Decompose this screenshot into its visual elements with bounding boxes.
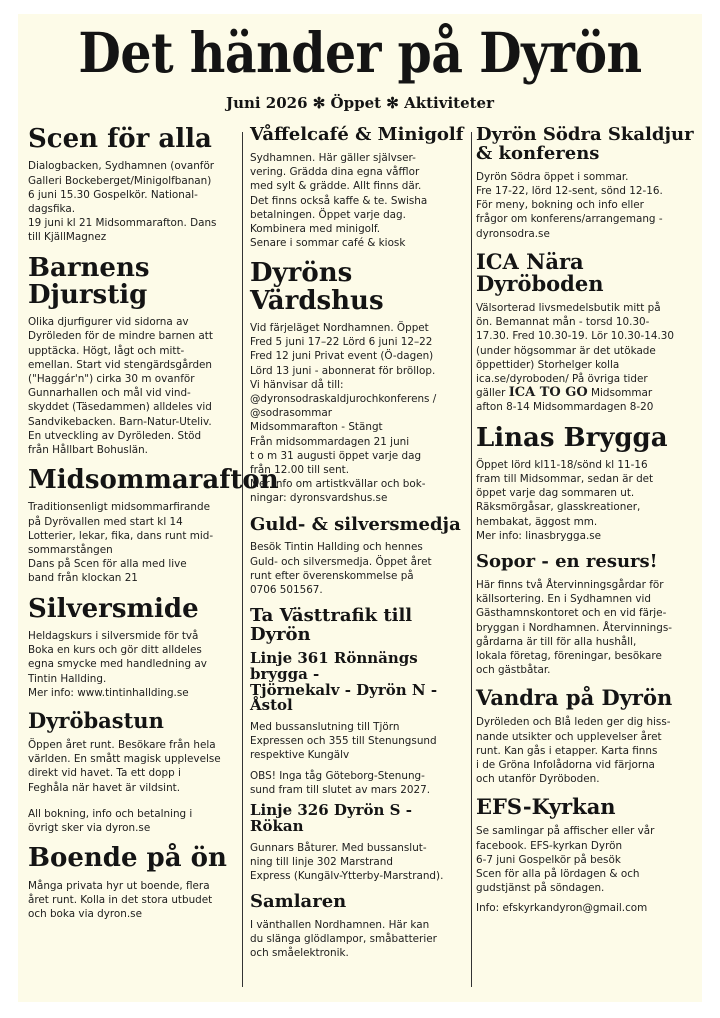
section-djurstig [28, 252, 238, 458]
page-subtitle: Juni 2026 ✻ Öppet ✻ Aktiviteter [225, 94, 495, 112]
section-heading: Scen för alla [28, 124, 212, 154]
column-divider [242, 132, 243, 987]
section-scen [28, 126, 238, 245]
section-heading: Våffelcafé & Minigolf [250, 124, 464, 145]
column-divider [471, 132, 472, 987]
section-text: Här finns två Återvinningsgårdar för källsortering. En i Sydhamnen vid Gästhamnskontoret och en vid färje- bryggan i Nordhamnen. Återvinnings- gårdarna är till för alla hushåll, lokala företag, föreningar, besökare och gästbåtar. [476, 578, 672, 677]
section-heading: Linas Brygga [476, 422, 668, 453]
ica-to-go-line: gäller ICA TO GO Midsommar [476, 385, 653, 401]
column-middle [250, 126, 468, 996]
section-boende [28, 845, 238, 921]
section-text: Besök Tintin Hallding och hennes Guld- och silversmedja. Öppet året runt efter överenskommelse på 0706 501567. [250, 541, 432, 597]
section-text: afton 8-14 Midsommardagen 8-20 [476, 401, 654, 414]
section-text: Vid färjeläget Nordhamnen. Öppet Fred 5 juni 17–22 Lörd 6 juni 12–22 Fred 12 juni Privat event (Ö-dagen) Lörd 13 juni - abonnerat för bröllop. Vi hänvisar då till: @dyronsodraskaldjurochkonferens / @sodrasommar Midsommarafton - Stängt Från midsommardagen 21 juni t o m 31 augusti öppet varje dag från 12.00 till sent. Mer info om artistkvällar och bok- ningar: dyronsvardshus.se [250, 321, 437, 505]
subheading-linje-326: Linje 326 Dyrön S - Rökan [250, 801, 412, 835]
section-bastun [28, 707, 238, 835]
section-heading: Samlaren [250, 891, 347, 913]
section-text: Många privata hyr ut boende, flera året runt. Kolla in det stora utbudet och boka via dyron.se [28, 879, 213, 920]
section-text: Se samlingar på affischer eller vår facebook. EFS-kyrkan Dyrön 6-7 juni Gospelkör på besök Scen för alla på lördagen & och gudstjänst på söndagen. [476, 825, 655, 895]
column-left [28, 124, 279, 996]
section-text: I vänthallen Nordhamnen. Här kan du slänga glödlampor, småbatterier och småelektronik. [250, 919, 437, 960]
section-text: Traditionsenligt midsommarfirande på Dyrövallen med start kl 14 Lotterier, lekar, fika, dans runt mid- sommarstången Dans på Scen för alla med live band från klockan 21 [28, 501, 214, 585]
section-heading: Sopor - en resurs! [476, 551, 658, 573]
section-sopor [476, 553, 696, 677]
section-heading: EFS-Kyrkan [476, 794, 616, 820]
page-title: Det händer på Dyrön [78, 20, 642, 86]
section-vasttrafik [250, 607, 468, 883]
section-vandra [476, 687, 696, 786]
section-heading: Guld- & silversmedja [250, 513, 461, 535]
section-heading: ICA Nära Dyröboden [476, 248, 604, 296]
contact-email: Info: efskyrkandyron@gmail.com [476, 902, 648, 915]
section-text: Sydhamnen. Här gäller självser- vering. Grädda dina egna våfflor med sylt & grädde. Allt finns där. Det finns också kaffe & te. Swisha betalningen. Öppet varje dag. Kombinera med minigolf. Senare i sommar café & kiosk [250, 151, 428, 250]
section-heading: Silversmide [28, 593, 199, 624]
section-text: All bokning, info och betalning i övrigt sker via dyron.se [28, 807, 193, 835]
section-text: Välsorterad livsmedelsbutik mitt på ön. Bemannat mån - torsd 10.30- 17.30. Fred 10.30-19. Lör 10.30-14.30 (under högsommar är det utökade öppettider) Storhelger kolla ica.se/dyroboden/ På övriga tider [476, 301, 675, 385]
section-efs [476, 796, 696, 915]
section-ica [476, 248, 696, 415]
section-sodra [476, 126, 696, 241]
section-heading: Barnens Djurstig [28, 252, 150, 310]
section-text: Dyrön Södra öppet i sommar. Fre 17-22, lörd 12-sent, sönd 12-16. För meny, bokning och info eller frågor om konferens/arrangemang - dyronsodra.se [476, 170, 663, 240]
section-heading: Boende på ön [28, 843, 227, 874]
section-text: Dialogbacken, Sydhamnen (ovanför Galleri Bockeberget/Minigolfbanan) 6 juni 15.30 Gospelkör. National- dagsfika. 19 juni kl 21 Midsommarafton. Dans till KjällMagnez [28, 160, 217, 244]
section-heading: Dyröbastun [28, 707, 164, 733]
section-guldsmedja [250, 513, 468, 598]
section-text: Med bussanslutning till Tjörn Expressen och 355 till Stenungsund respektive Kungälv [250, 721, 437, 762]
section-midsommar [28, 465, 279, 586]
section-heading: Midsommarafton [28, 465, 279, 496]
subheading-linje-361: Linje 361 Rönnängs brygga - Tjörnekalv - Dyrön N - Åstol [250, 649, 438, 715]
section-linas [476, 422, 696, 544]
section-text: Olika djurfigurer vid sidorna av Dyröleden för de mindre barnen att upptäcka. Högt, lågt och mitt- emellan. Start vid stengärdsgården ("Haggár'n") cirka 30 m ovanför Gunnarhallen och mål vid vind- skyddet (Täsedammen) alldeles vid Sandvikebacken. Barn-Natur-Uteliv. En utveckling av Dyröleden. Stöd från Hållbart Bohuslän. [28, 316, 213, 456]
section-text: Öppet lörd kl11-18/sönd kl 11-16 fram till Midsommar, sedan är det öppet varje dag sommaren ut. Räksmörgåsar, glasskreationer, hembakat, äggost mm. Mer info: linasbrygga.se [476, 458, 654, 542]
section-text: OBS! Inga tåg Göteborg-Stenung- sund fram till slutet av mars 2027. [250, 769, 431, 796]
section-vaffelcafe [250, 126, 468, 250]
section-text: Dyröleden och Blå leden ger dig hiss- nande utsikter och upplevelser året runt. Kan gås i etapper. Karta finns i de Gröna Infolådorna vid färjorna och utanför Dyröboden. [476, 716, 671, 786]
section-heading: Dyröns Värdshus [250, 258, 384, 316]
section-vardshus [250, 260, 468, 505]
section-text: Heldagskurs i silversmide för två Boka en kurs och gör ditt alldeles egna smycke med handledning av Tintin Hallding. Mer info: www.tintinhallding.se [28, 629, 207, 699]
ica-to-go-label: ICA TO GO [508, 385, 588, 401]
section-heading: Dyrön Södra Skaldjur & konferens [476, 124, 694, 164]
section-text: Gunnars Båturer. Med bussanslut- ning till linje 302 Marstrand Express (Kungälv-Ytterby-Marstrand). [250, 841, 444, 882]
section-text: Öppen året runt. Besökare från hela världen. En smått magisk upplevelse direkt vid havet. Ta ett dopp i Feghåla när havet är vildsint. [28, 739, 221, 794]
section-samlaren [250, 893, 468, 961]
section-heading: Vandra på Dyrön [476, 685, 673, 711]
poster [18, 14, 702, 1002]
section-heading: Ta Västtrafik till Dyrön [250, 605, 413, 646]
section-silversmide [28, 593, 238, 700]
column-right [476, 126, 696, 996]
